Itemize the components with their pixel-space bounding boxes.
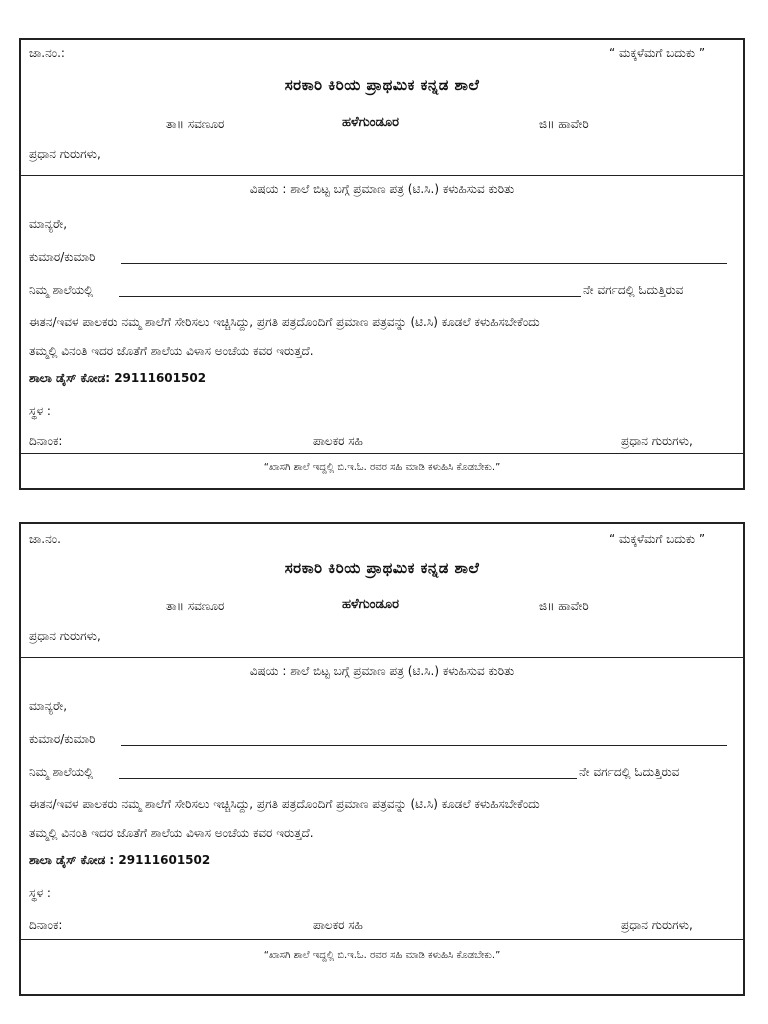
motto: “ ಮಕ್ಕಳೆಮಗೆ ಬದುಕು ” (609, 532, 706, 546)
class-studying-label: ನೇ ವರ್ಗದಲ್ಲಿ ಓದುತ್ತಿರುವ (579, 765, 680, 779)
footer-note: “ಖಾಸಗಿ ಶಾಲೆ ಇದ್ದಲ್ಲಿ ಬಿ.ಇ.ಓ. ರವರ ಸಹಿ ಮಾಡಿ ಕಳುಹಿಸಿ ಕೊಡಬೇಕು.” (263, 950, 501, 961)
headmaster-signature-label: ಪ್ರಧಾನ ಗುರುಗಳು, (621, 918, 693, 932)
school-name-blank[interactable] (119, 778, 577, 779)
school-title: ಸರಕಾರಿ ಕಿರಿಯ ಪ್ರಾಥಮಿಕ ಕನ್ನಡ ಶಾಲೆ (284, 559, 480, 577)
headmaster-addressee: ಪ್ರಧಾನ ಗುರುಗಳು, (29, 147, 101, 161)
ref-number-label: ಜಾ.ನಂ. (29, 532, 61, 546)
request-body-line-1: ಈತನ/ಇವಳ ಪಾಲಕರು ನಮ್ಮ ಶಾಲೆಗೆ ಸೇರಿಸಲು ಇಚ್ಚಿಸಿದ್ದು, ಪ್ರಗತಿ ಪತ್ರದೊಂದಿಗೆ ಪ್ರಮಾಣ ಪತ್ರವನ್ನು (ಟಿ.ಸಿ) ಕೂಡಲೆ ಕಳುಹಿಸಬೇಕೆಂದು (29, 797, 540, 811)
salutation: ಮಾನ್ಯರೇ, (29, 699, 68, 713)
motto: “ ಮಕ್ಕಳೆಮಗೆ ಬದುಕು ” (609, 46, 706, 60)
district: ಜಿ॥ ಹಾವೇರಿ (539, 599, 589, 613)
place-label: ಸ್ಥಳ : (29, 404, 51, 418)
school-name-blank[interactable] (119, 296, 581, 297)
village-name: ಹಳೆಗುಂಡೂರ (342, 597, 399, 612)
tc-request-form-2 (19, 522, 745, 996)
taluk: ತಾ॥ ಸವಣೂರ (166, 599, 225, 613)
divider (21, 175, 743, 176)
student-name-label: ಕುಮಾರ/ಕುಮಾರಿ (29, 732, 96, 746)
divider (21, 453, 743, 454)
village-name: ಹಳೆಗುಂಡೂರ (342, 115, 399, 130)
parent-signature-label: ಪಾಲಕರ ಸಹಿ (313, 918, 363, 932)
student-name-blank[interactable] (121, 263, 727, 264)
divider (21, 657, 743, 658)
taluk: ತಾ॥ ಸವಣೂರ (166, 117, 225, 131)
school-title: ಸರಕಾರಿ ಕಿರಿಯ ಪ್ರಾಥಮಿಕ ಕನ್ನಡ ಶಾಲೆ (284, 76, 480, 94)
place-label: ಸ್ಥಳ : (29, 886, 51, 900)
request-body-line-2: ತಮ್ಮಲ್ಲಿ ವಿನಂತಿ ಇದರ ಜೊತೆಗೆ ಶಾಲೆಯ ವಿಳಾಸ ಅಂಚೆಯ ಕವರ ಇರುತ್ತದೆ. (29, 344, 314, 358)
date-label: ದಿನಾಂಕ: (29, 918, 63, 932)
your-school-label: ನಿಮ್ಮ ಶಾಲೆಯಲ್ಲಿ (29, 283, 94, 297)
request-body-line-2: ತಮ್ಮಲ್ಲಿ ವಿನಂತಿ ಇದರ ಜೊತೆಗೆ ಶಾಲೆಯ ವಿಳಾಸ ಅಂಚೆಯ ಕವರ ಇರುತ್ತದೆ. (29, 826, 314, 840)
your-school-label: ನಿಮ್ಮ ಶಾಲೆಯಲ್ಲಿ (29, 765, 94, 779)
parent-signature-label: ಪಾಲಕರ ಸಹಿ (313, 434, 363, 448)
ref-number-label: ಜಾ.ನಂ.: (29, 46, 65, 60)
subject-line: ವಿಷಯ : ಶಾಲೆ ಬಿಟ್ಟ ಬಗ್ಗೆ ಪ್ರಮಾಣ ಪತ್ರ (ಟಿ.ಸಿ.) ಕಳುಹಿಸುವ ಕುರಿತು (249, 182, 515, 196)
date-label: ದಿನಾಂಕ: (29, 434, 63, 448)
student-name-blank[interactable] (121, 745, 727, 746)
dise-code: ಶಾಲಾ ಡೈಸ್ ಕೋಡ: 29111601502 (29, 371, 207, 385)
tc-request-form-1 (19, 38, 745, 490)
dise-code: ಶಾಲಾ ಡೈಸ್ ಕೋಡ : 29111601502 (29, 853, 211, 867)
subject-line: ವಿಷಯ : ಶಾಲೆ ಬಿಟ್ಟ ಬಗ್ಗೆ ಪ್ರಮಾಣ ಪತ್ರ (ಟಿ.ಸಿ.) ಕಳುಹಿಸುವ ಕುರಿತು (249, 664, 515, 678)
request-body-line-1: ಈತನ/ಇವಳ ಪಾಲಕರು ನಮ್ಮ ಶಾಲೆಗೆ ಸೇರಿಸಲು ಇಚ್ಚಿಸಿದ್ದು, ಪ್ರಗತಿ ಪತ್ರದೊಂದಿಗೆ ಪ್ರಮಾಣ ಪತ್ರವನ್ನು (ಟಿ.ಸಿ) ಕೂಡಲೆ ಕಳುಹಿಸಬೇಕೆಂದು (29, 315, 540, 329)
class-studying-label: ನೇ ವರ್ಗದಲ್ಲಿ ಓದುತ್ತಿರುವ (583, 283, 684, 297)
student-name-label: ಕುಮಾರ/ಕುಮಾರಿ (29, 250, 96, 264)
footer-note: “ಖಾಸಗಿ ಶಾಲೆ ಇದ್ದಲ್ಲಿ ಬಿ.ಇ.ಓ. ರವರ ಸಹಿ ಮಾಡಿ ಕಳುಹಿಸಿ ಕೊಡಬೇಕು.” (263, 462, 501, 473)
district: ಜಿ॥ ಹಾವೇರಿ (539, 117, 589, 131)
headmaster-addressee: ಪ್ರಧಾನ ಗುರುಗಳು, (29, 629, 101, 643)
headmaster-signature-label: ಪ್ರಧಾನ ಗುರುಗಳು, (621, 434, 693, 448)
salutation: ಮಾನ್ಯರೇ, (29, 217, 68, 231)
divider (21, 939, 743, 940)
